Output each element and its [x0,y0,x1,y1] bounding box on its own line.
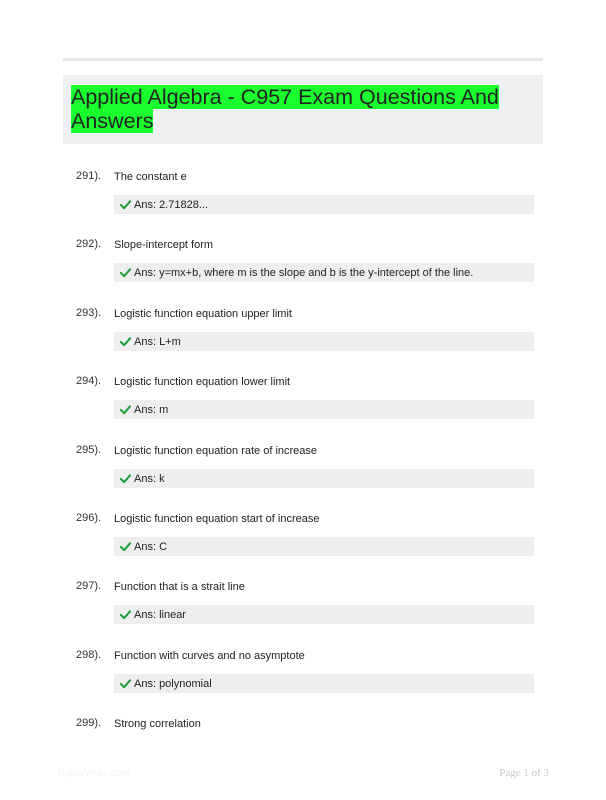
question-item [0,444,606,504]
question-item [0,649,606,709]
answer-text: Ans: polynomial [134,677,212,690]
answer-box [114,263,534,282]
check-icon [120,473,131,484]
question-number: 295). [76,444,102,456]
question-item [0,170,606,230]
answer-box [114,674,534,693]
question-number: 296). [76,512,102,524]
question-number: 294). [76,375,102,387]
question-number: 297). [76,580,102,592]
answer-box [114,605,534,624]
title-banner [63,75,543,144]
answer-text: Ans: linear [134,608,186,621]
question-item [0,307,606,367]
check-icon [120,678,131,689]
check-icon [120,404,131,415]
answer-box [114,537,534,556]
question-text: Logistic function equation rate of increase [114,445,318,457]
answer-text: Ans: 2.71828... [134,198,208,211]
top-divider [63,58,543,61]
check-icon [120,609,131,620]
check-icon [120,267,131,278]
answer-box [114,195,534,214]
answer-text: Ans: k [134,472,165,485]
question-number: 292). [76,238,102,250]
question-text: Logistic function equation upper limit [114,308,292,320]
footer-watermark: PaperWrite.com [58,768,130,779]
question-text: Logistic function equation start of increase [114,513,320,525]
question-text: Logistic function equation lower limit [114,376,291,388]
answer-text: Ans: L+m [134,335,181,348]
answer-box [114,400,534,419]
question-text: Slope-intercept form [114,239,214,251]
answer-text: Ans: m [134,403,169,416]
question-item [0,512,606,572]
question-number: 293). [76,307,102,319]
question-item [0,580,606,640]
check-icon [120,336,131,347]
question-text: The constant e [114,171,187,183]
question-number: 299). [76,717,102,729]
page-number: Page 1 of 3 [499,767,549,779]
answer-text: Ans: C [134,540,168,553]
answer-text: Ans: y=mx+b, where m is the slope and b is the y-intercept of the line. [134,266,474,279]
question-text: Function that is a strait line [114,581,245,593]
question-number: 298). [76,649,102,661]
check-icon [120,199,131,210]
page-title: Applied Algebra - C957 Exam Questions And Answers [71,85,499,133]
answer-box [114,332,534,351]
check-icon [120,541,131,552]
question-number: 291). [76,170,102,182]
question-text: Function with curves and no asymptote [114,650,305,662]
question-item [0,375,606,435]
question-text: Strong correlation [114,718,201,730]
question-item [0,238,606,298]
answer-box [114,469,534,488]
